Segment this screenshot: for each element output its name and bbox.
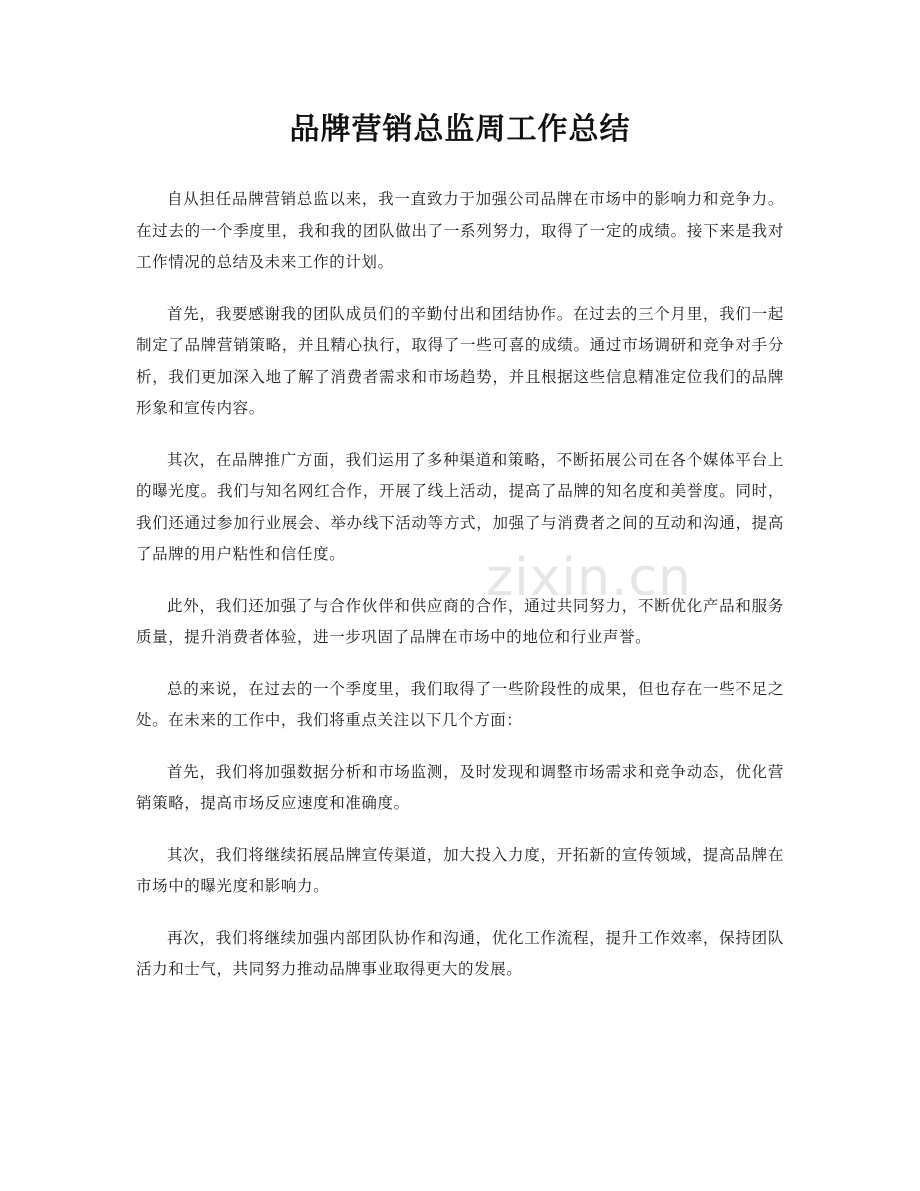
paragraph-5: 总的来说，在过去的一个季度里，我们取得了一些阶段性的成果，但也存在一些不足之处。在未来的工作中，我们将重点关注以下几个方面： — [136, 679, 784, 729]
paragraph-3: 其次，在品牌推广方面，我们运用了多种渠道和策略，不断拓展公司在各个媒体平台上的曝光度。我们与知名网红合作，开展了线上活动，提高了品牌的知名度和美誉度。同时，我们还通过参加行业展会、举办线下活动等方式，加强了与消费者之间的互动和沟通，提高了品牌的用户粘性和信任度。 — [136, 450, 784, 563]
paragraph-8: 再次，我们将继续加强内部团队协作和沟通，优化工作流程，提升工作效率，保持团队活力和士气，共同努力推动品牌事业取得更大的发展。 — [136, 928, 784, 978]
paragraph-7: 其次，我们将继续拓展品牌宣传渠道，加大投入力度，开拓新的宣传领域，提高品牌在市场中的曝光度和影响力。 — [136, 845, 784, 895]
paragraph-2: 首先，我要感谢我的团队成员们的辛勤付出和团结协作。在过去的三个月里，我们一起制定了品牌营销策略，并且精心执行，取得了一些可喜的成绩。通过市场调研和竞争对手分析，我们更加深入地了解了消费者需求和市场趋势，并且根据这些信息精准定位我们的品牌形象和宣传内容。 — [136, 304, 784, 417]
paragraph-6: 首先，我们将加强数据分析和市场监测，及时发现和调整市场需求和竞争动态，优化营销策略，提高市场反应速度和准确度。 — [136, 762, 784, 812]
watermark: zixin.cn — [486, 548, 692, 608]
paragraph-4: 此外，我们还加强了与合作伙伴和供应商的合作，通过共同努力，不断优化产品和服务质量，提升消费者体验，进一步巩固了品牌在市场中的地位和行业声誉。 — [136, 596, 784, 646]
paragraph-1: 自从担任品牌营销总监以来，我一直致力于加强公司品牌在市场中的影响力和竞争力。在过去的一个季度里，我和我的团队做出了一系列努力，取得了一定的成绩。接下来是我对工作情况的总结及未来工作的计划。 — [136, 190, 784, 271]
document-body — [136, 184, 784, 1006]
document-title: 品牌营销总监周工作总结 — [289, 112, 631, 147]
